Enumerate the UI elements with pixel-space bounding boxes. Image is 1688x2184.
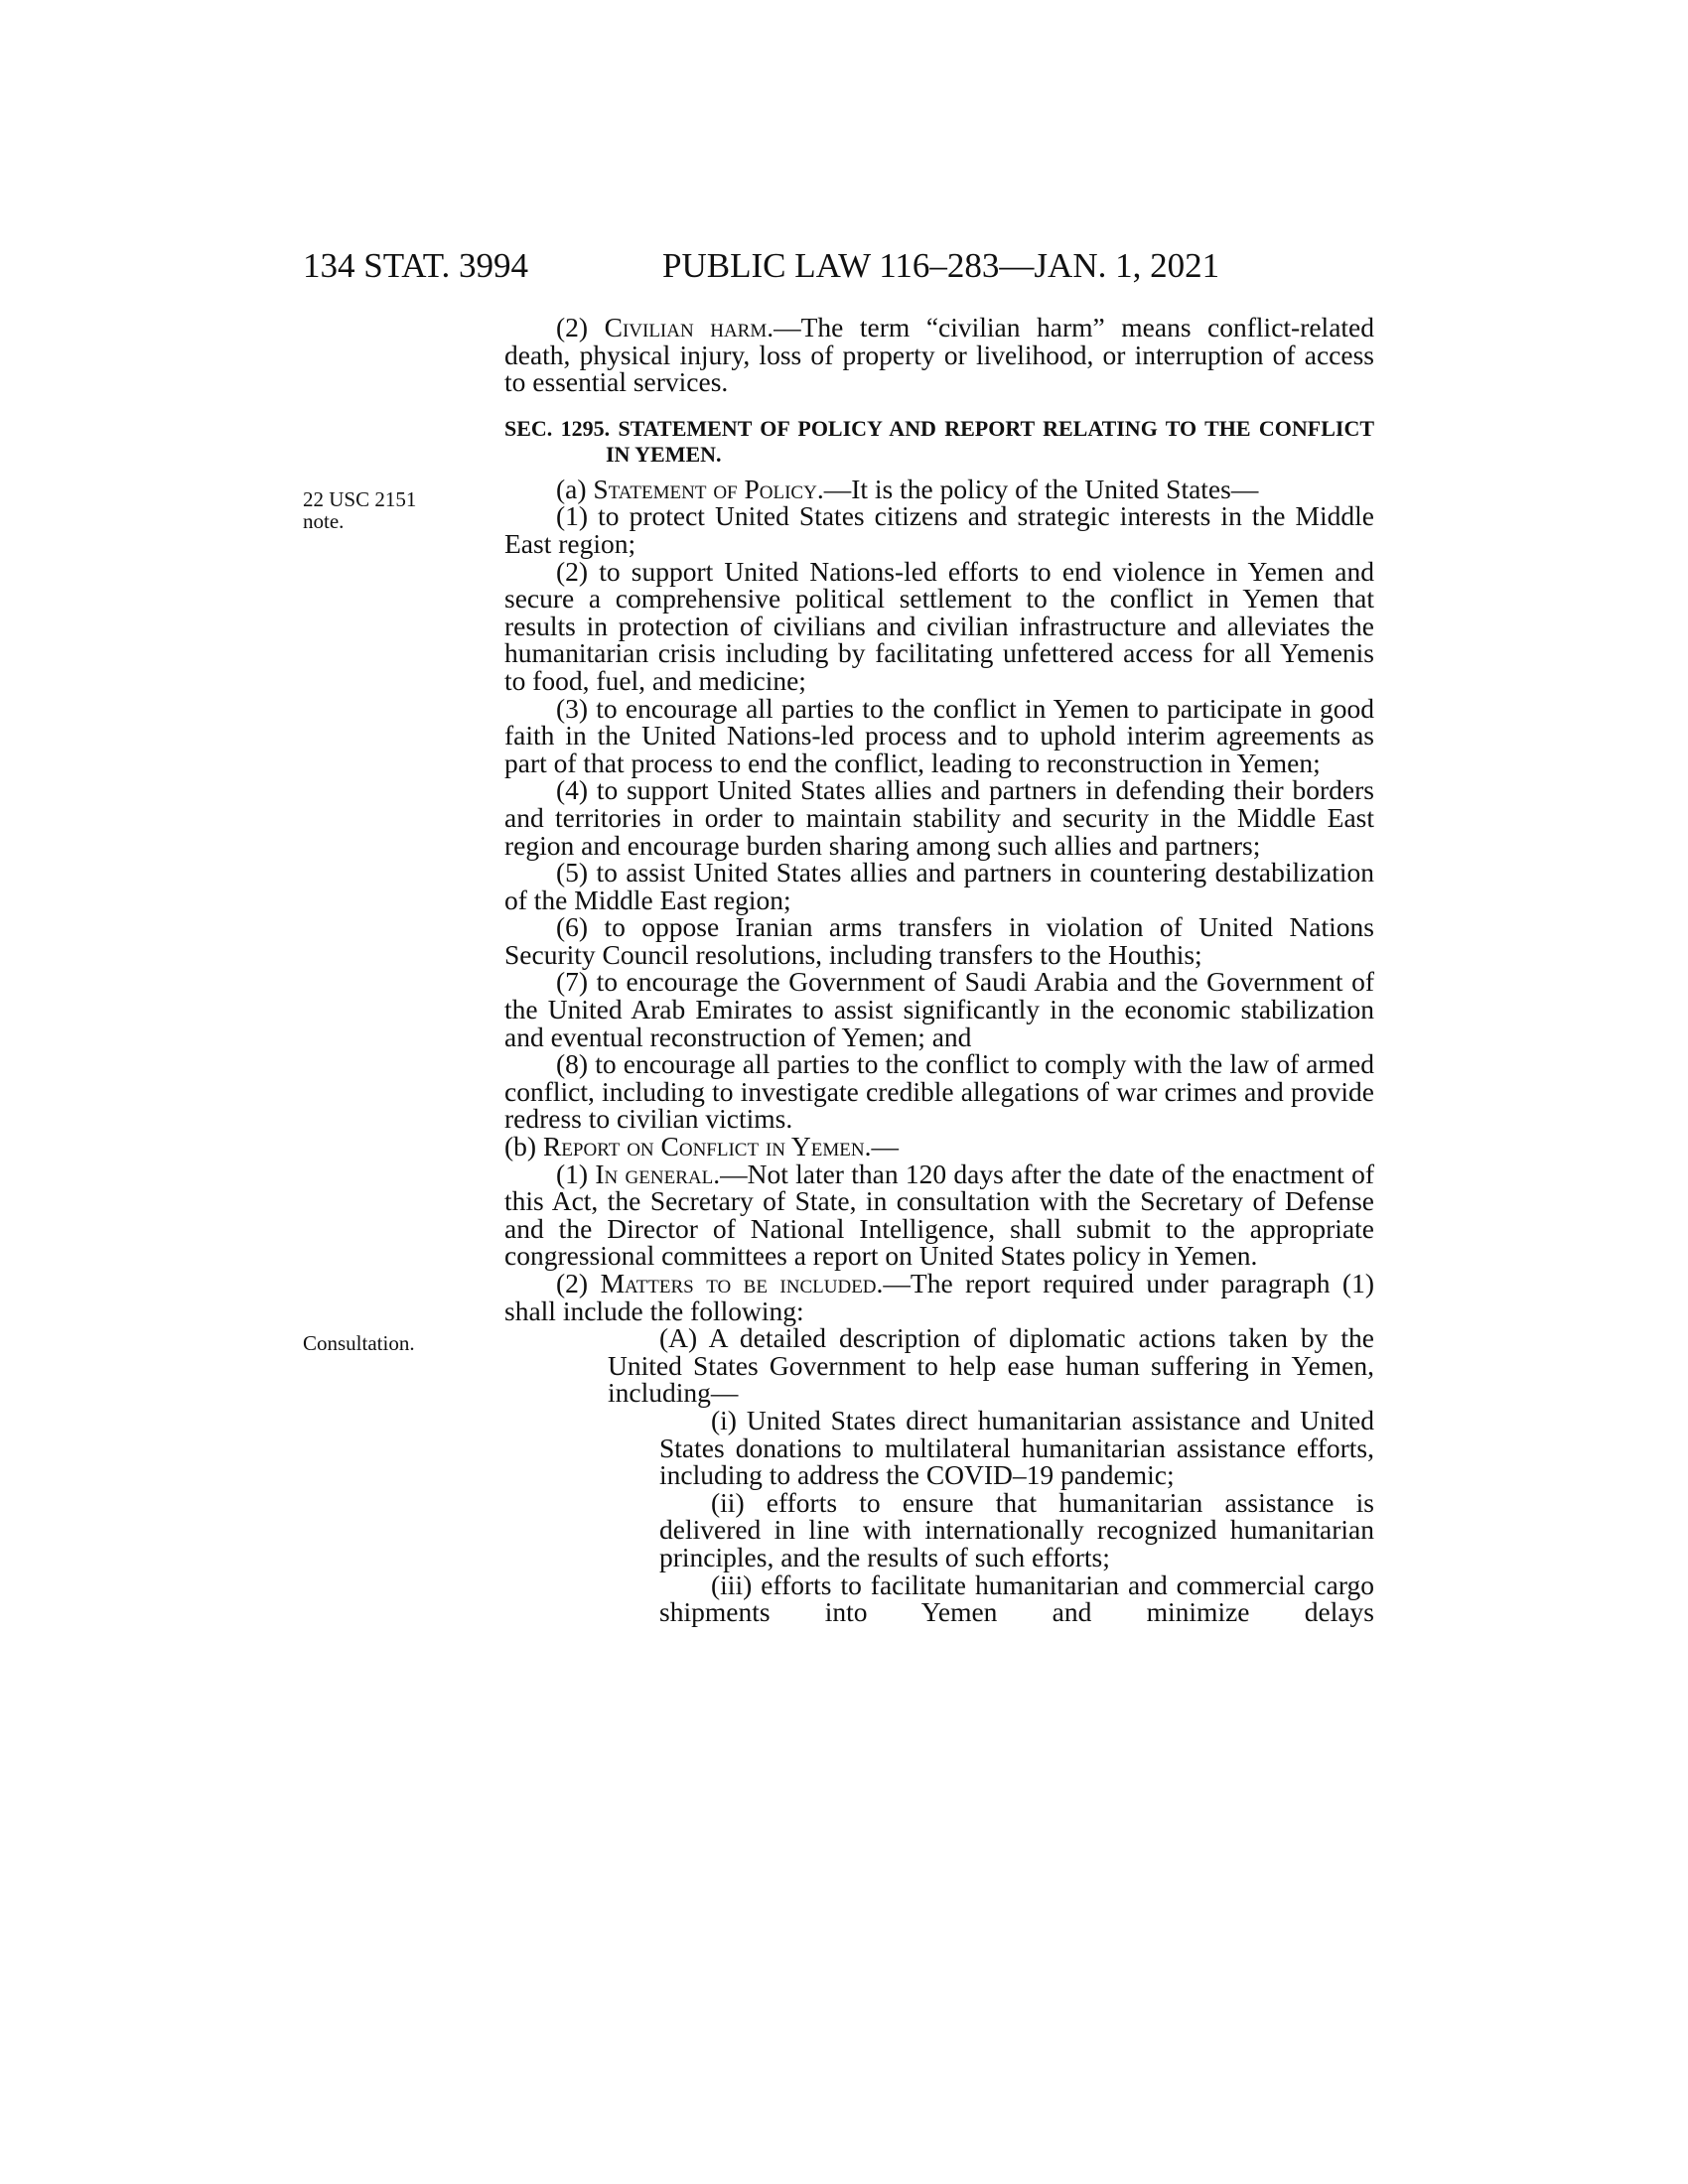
subsection-a-heading: Statement of Policy <box>593 473 817 504</box>
clause-item: (i) United States direct humanitarian assistance and United States donations to multilateral humanitarian assistance efforts, including to address the COVID–19 pandemic; <box>659 1404 1374 1491</box>
subsection-b-paragraph-2: (2) Matters to be included.—The report required under paragraph (1) shall include the following: <box>504 1268 1374 1326</box>
usc-note-line2: note. <box>303 509 345 533</box>
term-civilian-harm: Civilian harm <box>604 312 768 342</box>
policy-item: (8) to encourage all parties to the conflict to comply with the law of armed conflict, including to investigate credible allegations of war crimes and provide redress to civilian victims. <box>504 1048 1374 1135</box>
policy-item: (5) to assist United States allies and partners in countering destabilization of the Middle East region; <box>504 857 1374 915</box>
subsection-b-heading: (b) Report on Conflict in Yemen.— <box>504 1131 899 1162</box>
section-heading <box>504 416 1374 468</box>
section-title: STATEMENT OF POLICY AND REPORT RELATING TO THE CONFLICT IN YEMEN. <box>606 415 1374 467</box>
clause-item: (iii) efforts to facilitate humanitarian and commercial cargo shipments into Yemen and minimize delays <box>659 1569 1374 1628</box>
policy-item: (7) to encourage the Government of Saudi Arabia and the Government of the United Arab Emirates to assist significantly in the economic stabilization and eventual reconstruction of Yemen; and <box>504 966 1374 1052</box>
page-body <box>504 314 1374 1626</box>
policy-item: (4) to support United States allies and partners in defending their borders and territories in order to maintain stability and security in the Middle East region and encourage burden sharing among such allies and partners; <box>504 774 1374 861</box>
clause-item: (ii) efforts to ensure that humanitarian assistance is delivered in line with internationally recognized humanitarian principles, and the results of such efforts; <box>659 1486 1374 1572</box>
public-law-title: PUBLIC LAW 116–283—JAN. 1, 2021 <box>662 246 1220 285</box>
page-header <box>0 246 1688 296</box>
policy-item: (2) to support United Nations-led efforts to end violence in Yemen and secure a comprehensive political settlement to the conflict in Yemen that results in protection of civilians and civilian infrastructure and alleviates the humanitarian crisis including by facilitating unfettered access for all Yemenis to food, fuel, and medicine; <box>504 555 1374 696</box>
consultation-margin-note: Consultation. <box>303 1331 415 1355</box>
policy-item: (6) to oppose Iranian arms transfers in violation of United Nations Security Council resolutions, including transfers to the Houthis; <box>504 911 1374 970</box>
subparagraph-A: (A) A detailed description of diplomatic actions taken by the United States Government to help ease human suffering in Yemen, including— <box>608 1322 1374 1409</box>
usc-note-line1: 22 USC 2151 <box>303 487 417 511</box>
policy-item: (3) to encourage all parties to the conflict in Yemen to participate in good faith in the United Nations-led process and to uphold interim agreements as part of that process to end the conflict, leading to reconstruction in Yemen; <box>504 692 1374 778</box>
section-number: SEC. 1295. <box>504 415 611 441</box>
usc-margin-note <box>303 488 416 532</box>
definition-civilian-harm: (2) Civilian harm.—The term “civilian harm” means conflict-related death, physical injury, loss of property or livelihood, or interruption of access to essential services. <box>504 312 1375 398</box>
policy-item: (1) to protect United States citizens and strategic interests in the Middle East region; <box>504 500 1374 559</box>
subsection-b-paragraph-1: (1) In general.—Not later than 120 days after the date of the enactment of this Act, the Secretary of State, in consultation with the Secretary of Defense and the Director of National Intelligence, shall submit to the appropriate congressional committees a report on United States policy in Yemen. <box>504 1158 1375 1272</box>
subsection-a-intro: (a) Statement of Policy.—It is the policy of the United States— <box>556 473 1259 504</box>
stat-page-number: 134 STAT. 3994 <box>303 246 528 285</box>
